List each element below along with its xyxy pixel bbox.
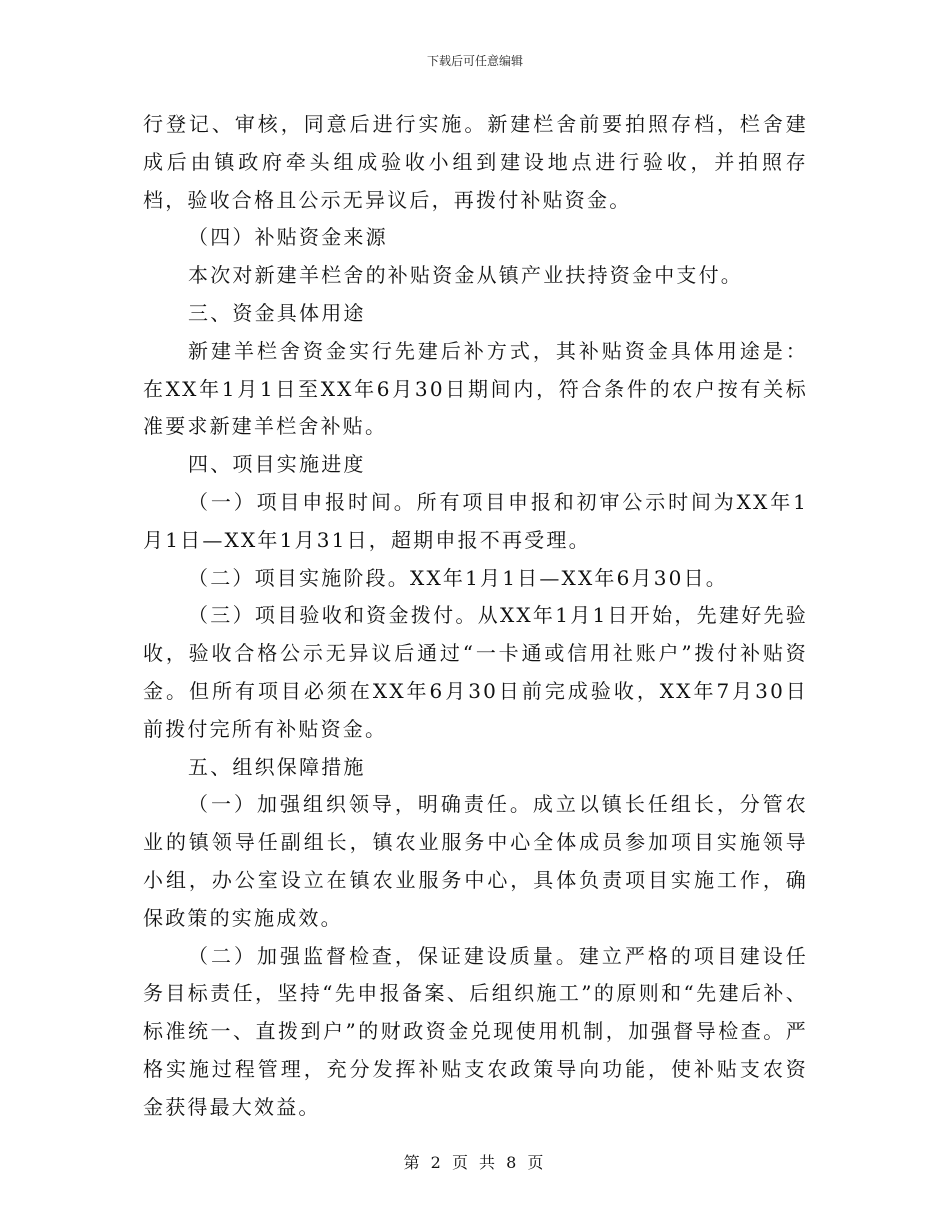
paragraph-8: （二）项目实施阶段。XX年1月1日—XX年6月30日。 — [188, 565, 728, 590]
document-body — [143, 106, 808, 1127]
paragraph-6: 四、项目实施进度 — [188, 452, 366, 477]
paragraph-10: 五、组织保障措施 — [188, 754, 366, 779]
paragraph-4: 三、资金具体用途 — [188, 300, 366, 325]
page-number: 第 2 页 共 8 页 — [403, 1153, 547, 1172]
paragraph-7: （一）项目申报时间。所有项目申报和初审公示时间为XX年1月1日—XX年1月31日，超期申报不再受理。 — [143, 489, 808, 552]
page-header: 下载后可任意编辑 — [426, 54, 523, 68]
paragraph-5: 新建羊栏舍资金实行先建后补方式，其补贴资金具体用途是：在XX年1月1日至XX年6月30日期间内，符合条件的农户按有关标准要求新建羊栏舍补贴。 — [143, 338, 808, 439]
paragraph-1: 行登记、审核，同意后进行实施。新建栏舍前要拍照存档，栏舍建成后由镇政府牵头组成验收小组到建设地点进行验收，并拍照存档，验收合格且公示无异议后，再拨付补贴资金。 — [143, 112, 808, 212]
paragraph-9: （三）项目验收和资金拨付。从XX年1月1日开始，先建好先验收，验收合格公示无异议后通过“一卡通或信用社账户”拨付补贴资金。但所有项目必须在XX年6月30日前完成验收，XX年7月30日前拨付完所有补贴资金。 — [143, 603, 808, 741]
paragraph-3: 本次对新建羊栏舍的补贴资金从镇产业扶持资金中支付。 — [188, 263, 743, 288]
paragraph-12: （二）加强监督检查，保证建设质量。建立严格的项目建设任务目标责任，坚持“先申报备案、后组织施工”的原则和“先建后补、标准统一、直拨到户”的财政资金兑现使用机制，加强督导检查。严格实施过程管理，充分发挥补贴支农政策导向功能，使补贴支农资金获得最大效益。 — [143, 943, 808, 1119]
paragraph-2: （四）补贴资金来源 — [188, 225, 388, 250]
paragraph-11: （一）加强组织领导，明确责任。成立以镇长任组长，分管农业的镇领导任副组长，镇农业服务中心全体成员参加项目实施领导小组，办公室设立在镇农业服务中心，具体负责项目实施工作，确保政策的实施成效。 — [143, 792, 808, 930]
